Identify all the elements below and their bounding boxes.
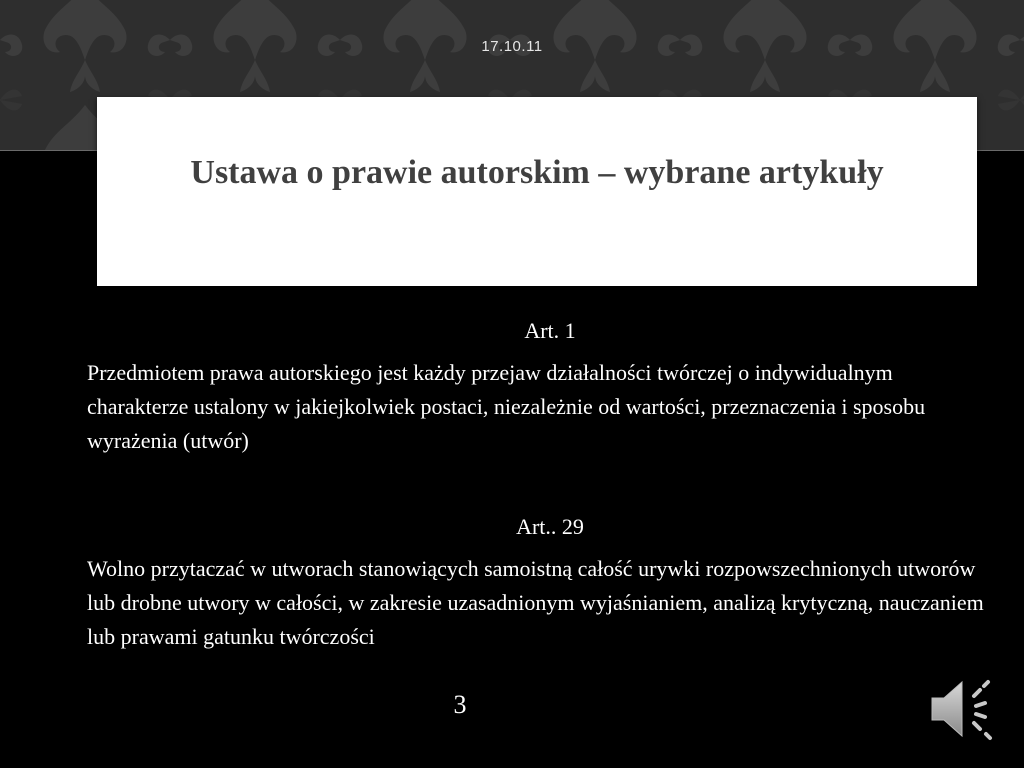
article-29-text: Wolno przytaczać w utworach stanowiących samoistną całość urywki rozpowszechnionych utworów lub drobne utwory w całości, w zakresie uzasadnionym wyjaśnianiem, analizą krytyczną, nauczaniem lub prawami gatunku twórczości: [87, 556, 984, 649]
page-number: 3: [453, 690, 467, 719]
speaker-icon[interactable]: [928, 676, 998, 742]
article-1-heading: Art. 1: [524, 318, 576, 343]
article-1-text: Przedmiotem prawa autorskiego jest każdy przejaw działalności twórczej o indywidualnym charakterze ustalony w jakiejkolwiek postaci, niezależnie od wartości, przeznaczenia i sposobu wyrażenia (utwór): [87, 360, 926, 453]
slide-title: Ustawa o prawie autorskim – wybrane artykuły: [190, 154, 884, 191]
article-29-heading: Art.. 29: [516, 514, 584, 539]
title-box: [97, 97, 977, 286]
slide-date: 17.10.11: [481, 38, 543, 55]
